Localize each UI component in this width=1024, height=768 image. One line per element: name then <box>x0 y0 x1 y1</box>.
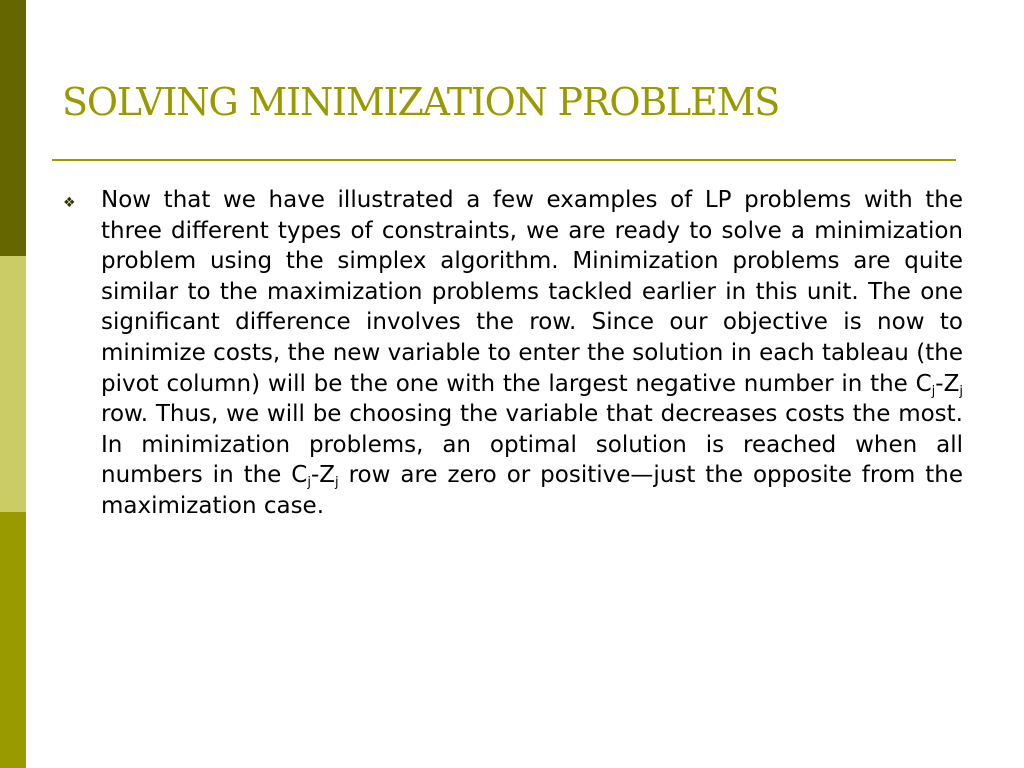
body-paragraph <box>101 185 963 522</box>
paragraph-part-3: row are zero or positive—just the opposite from the maximization case. <box>101 462 963 519</box>
paragraph-part-2: row. Thus, we will be choosing the variable that decreases costs the most. In minimization problems, an optimal solution is reached when all numbers in the <box>101 401 963 489</box>
paragraph-part-1: Now that we have illustrated a few examples of LP problems with the three different types of constraints, we are ready to solve a minimization problem using the simplex algorithm. Minimization problems are quite similar to the maximization problems tackled earlier in this unit. The one significant difference involves the row. Since our objective is now to minimize costs, the new variable to enter the solution in each tableau (the pivot column) will be the one with the largest negative number in the <box>101 187 963 397</box>
diamond-bullet-icon: ❖ <box>63 195 76 211</box>
slide-title: SOLVING MINIMIZATION PROBLEMS <box>62 80 780 124</box>
sidebar-segment-top <box>0 0 26 256</box>
cj-zj-term: $C_j-Z_j$ <box>915 370 963 399</box>
sidebar-segment-middle <box>0 256 26 512</box>
title-divider <box>52 159 956 161</box>
cj-zj-term: $C_j-Z_j$ <box>291 462 339 491</box>
sidebar-segment-bottom <box>0 512 26 768</box>
